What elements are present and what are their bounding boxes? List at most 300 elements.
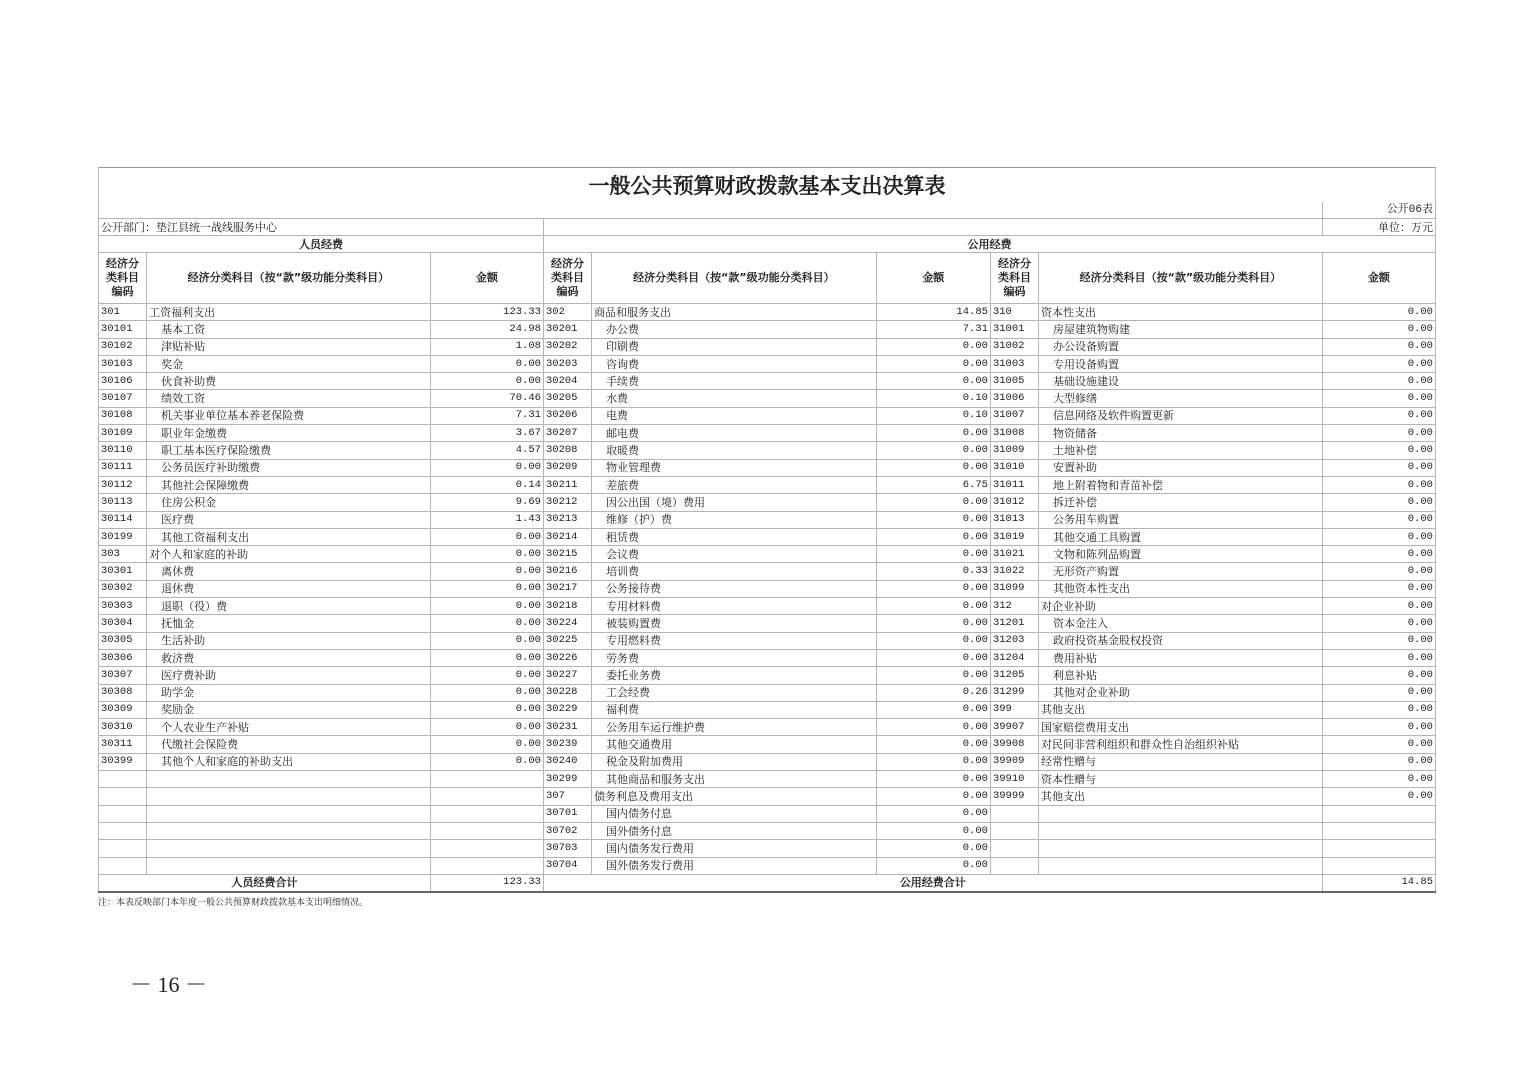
personnel-code: 30310	[99, 719, 147, 736]
public-a-code: 30703	[543, 840, 591, 857]
public-a-code: 30227	[543, 667, 591, 684]
public-a-code: 30299	[543, 771, 591, 788]
public-b-amount: 0.00	[1322, 390, 1435, 407]
public-b-name: 信息网络及软件购置更新	[1039, 407, 1323, 424]
personnel-code: 301	[99, 304, 147, 321]
public-b-amount: 0.00	[1322, 788, 1435, 805]
public-a-name: 印刷费	[592, 338, 877, 355]
personnel-code: 30302	[99, 580, 147, 597]
public-b-amount: 0.00	[1322, 355, 1435, 372]
personnel-amount: 3.67	[430, 425, 543, 442]
personnel-code: 30102	[99, 338, 147, 355]
personnel-amount: 7.31	[430, 407, 543, 424]
public-b-code: 312	[990, 598, 1038, 615]
public-a-amount: 0.00	[876, 355, 990, 372]
empty-cell	[147, 822, 431, 839]
public-a-amount: 0.00	[876, 805, 990, 822]
page-number: － 16 －	[130, 972, 208, 997]
public-b-amount: 0.00	[1322, 667, 1435, 684]
personnel-amount: 0.00	[430, 563, 543, 580]
public-a-amount: 0.33	[876, 563, 990, 580]
public-b-code: 39907	[990, 719, 1038, 736]
public-a-code: 30205	[543, 390, 591, 407]
public-a-name: 税金及附加费用	[592, 753, 877, 770]
personnel-name: 工资福利支出	[147, 304, 431, 321]
public-b-code: 31022	[990, 563, 1038, 580]
public-b-amount: 0.00	[1322, 563, 1435, 580]
public-b-amount: 0.00	[1322, 649, 1435, 666]
public-a-name: 福利费	[592, 701, 877, 718]
table-row	[99, 390, 1436, 407]
col-header-amount: 金额	[1322, 253, 1435, 304]
personnel-amount: 0.00	[430, 615, 543, 632]
public-b-amount: 0.00	[1322, 338, 1435, 355]
personnel-amount: 0.00	[430, 632, 543, 649]
table-row	[99, 321, 1436, 338]
expenditure-table	[98, 202, 1436, 893]
public-b-name: 对企业补助	[1039, 598, 1323, 615]
public-b-code: 31005	[990, 373, 1038, 390]
personnel-code: 30108	[99, 407, 147, 424]
empty-cell	[1322, 857, 1435, 874]
public-a-amount: 0.00	[876, 649, 990, 666]
public-a-code: 30226	[543, 649, 591, 666]
public-b-code: 31013	[990, 511, 1038, 528]
personnel-code: 30305	[99, 632, 147, 649]
public-a-code: 30701	[543, 805, 591, 822]
public-b-code: 31007	[990, 407, 1038, 424]
public-b-amount: 0.00	[1322, 753, 1435, 770]
table-row	[99, 857, 1436, 874]
personnel-name: 对个人和家庭的补助	[147, 546, 431, 563]
personnel-code: 30103	[99, 355, 147, 372]
public-b-name: 对民间非营利组织和群众性自治组织补贴	[1039, 736, 1323, 753]
public-a-name: 手续费	[592, 373, 877, 390]
public-a-code: 30228	[543, 684, 591, 701]
empty-cell	[99, 788, 147, 805]
empty-cell	[1039, 805, 1323, 822]
empty-cell	[1322, 805, 1435, 822]
empty-cell	[147, 857, 431, 874]
public-total-amount: 14.85	[1322, 874, 1435, 892]
table-row	[99, 494, 1436, 511]
table-row	[99, 425, 1436, 442]
personnel-code: 30309	[99, 701, 147, 718]
personnel-amount: 0.00	[430, 719, 543, 736]
public-a-code: 30239	[543, 736, 591, 753]
public-b-name: 基础设施建设	[1039, 373, 1323, 390]
personnel-amount: 24.98	[430, 321, 543, 338]
public-b-amount: 0.00	[1322, 459, 1435, 476]
public-a-amount: 0.00	[876, 494, 990, 511]
personnel-name: 住房公积金	[147, 494, 431, 511]
public-a-amount: 0.00	[876, 857, 990, 874]
unit-label: 单位：万元	[1322, 219, 1435, 236]
public-b-name: 土地补偿	[1039, 442, 1323, 459]
public-b-code: 31001	[990, 321, 1038, 338]
personnel-amount: 0.00	[430, 580, 543, 597]
public-a-name: 物业管理费	[592, 459, 877, 476]
table-row	[99, 667, 1436, 684]
public-b-name: 其他交通工具购置	[1039, 528, 1323, 545]
public-b-name: 政府投资基金股权投资	[1039, 632, 1323, 649]
public-a-amount: 0.00	[876, 771, 990, 788]
public-b-code: 31006	[990, 390, 1038, 407]
public-a-amount: 0.00	[876, 511, 990, 528]
personnel-name: 离休费	[147, 563, 431, 580]
table-row	[99, 355, 1436, 372]
personnel-amount: 0.00	[430, 667, 543, 684]
table-note: 注：本表反映部门本年度一般公共预算财政拨款基本支出明细情况。	[98, 898, 369, 909]
table-row	[99, 771, 1436, 788]
table-row	[99, 546, 1436, 563]
public-a-name: 租赁费	[592, 528, 877, 545]
personnel-name: 个人农业生产补贴	[147, 719, 431, 736]
personnel-amount: 0.00	[430, 736, 543, 753]
public-b-name: 文物和陈列品购置	[1039, 546, 1323, 563]
public-b-code: 31201	[990, 615, 1038, 632]
personnel-name: 其他工资福利支出	[147, 528, 431, 545]
personnel-amount: 0.00	[430, 528, 543, 545]
table-row	[99, 719, 1436, 736]
personnel-code: 30304	[99, 615, 147, 632]
col-header-amount: 金额	[876, 253, 990, 304]
table-row	[99, 528, 1436, 545]
personnel-name: 退职（役）费	[147, 598, 431, 615]
public-a-amount: 7.31	[876, 321, 990, 338]
personnel-name: 伙食补助费	[147, 373, 431, 390]
personnel-name: 其他社会保障缴费	[147, 476, 431, 493]
public-a-name: 专用燃料费	[592, 632, 877, 649]
public-a-name: 咨询费	[592, 355, 877, 372]
public-a-code: 30229	[543, 701, 591, 718]
public-a-name: 国外债务付息	[592, 822, 877, 839]
col-header-amount: 金额	[430, 253, 543, 304]
public-b-amount: 0.00	[1322, 407, 1435, 424]
table-row	[99, 373, 1436, 390]
public-a-amount: 0.00	[876, 753, 990, 770]
public-b-code: 31205	[990, 667, 1038, 684]
personnel-name: 医疗费补助	[147, 667, 431, 684]
personnel-total-amount: 123.33	[430, 874, 543, 892]
personnel-code: 30308	[99, 684, 147, 701]
public-b-amount: 0.00	[1322, 321, 1435, 338]
personnel-name: 奖金	[147, 355, 431, 372]
personnel-amount: 0.00	[430, 373, 543, 390]
table-row	[99, 753, 1436, 770]
table-row	[99, 338, 1436, 355]
table-row	[99, 701, 1436, 718]
personnel-amount: 4.57	[430, 442, 543, 459]
public-b-name: 地上附着物和青苗补偿	[1039, 476, 1323, 493]
public-a-amount: 0.00	[876, 736, 990, 753]
public-b-code: 31204	[990, 649, 1038, 666]
personnel-name: 代缴社会保险费	[147, 736, 431, 753]
personnel-name: 职工基本医疗保险缴费	[147, 442, 431, 459]
personnel-name: 职业年金缴费	[147, 425, 431, 442]
public-b-code: 39910	[990, 771, 1038, 788]
public-b-amount: 0.00	[1322, 632, 1435, 649]
public-a-name: 电费	[592, 407, 877, 424]
public-a-amount: 0.00	[876, 546, 990, 563]
public-b-name: 安置补助	[1039, 459, 1323, 476]
empty-cell	[1322, 822, 1435, 839]
public-a-code: 30231	[543, 719, 591, 736]
empty-cell	[430, 822, 543, 839]
public-b-code: 39909	[990, 753, 1038, 770]
personnel-name: 退休费	[147, 580, 431, 597]
public-b-name: 资本性支出	[1039, 304, 1323, 321]
public-b-name: 其他支出	[1039, 788, 1323, 805]
public-a-amount: 6.75	[876, 476, 990, 493]
personnel-section-header: 人员经费	[99, 236, 544, 253]
public-a-amount: 0.00	[876, 822, 990, 839]
public-a-code: 30209	[543, 459, 591, 476]
table-row	[99, 736, 1436, 753]
empty-cell	[147, 771, 431, 788]
public-b-name: 办公设备购置	[1039, 338, 1323, 355]
public-a-name: 被装购置费	[592, 615, 877, 632]
public-b-code: 31008	[990, 425, 1038, 442]
public-a-amount: 0.00	[876, 425, 990, 442]
public-b-amount: 0.00	[1322, 736, 1435, 753]
public-a-amount: 0.00	[876, 615, 990, 632]
personnel-name: 抚恤金	[147, 615, 431, 632]
personnel-code: 30101	[99, 321, 147, 338]
empty-cell	[1039, 822, 1323, 839]
public-a-code: 30202	[543, 338, 591, 355]
table-row	[99, 615, 1436, 632]
public-a-name: 公务用车运行维护费	[592, 719, 877, 736]
public-a-amount: 0.26	[876, 684, 990, 701]
public-b-name: 专用设备购置	[1039, 355, 1323, 372]
public-a-code: 302	[543, 304, 591, 321]
personnel-name: 救济费	[147, 649, 431, 666]
empty-cell	[430, 805, 543, 822]
public-b-name: 利息补贴	[1039, 667, 1323, 684]
public-b-amount: 0.00	[1322, 598, 1435, 615]
table-row	[99, 580, 1436, 597]
public-a-code: 30218	[543, 598, 591, 615]
public-a-name: 办公费	[592, 321, 877, 338]
personnel-amount: 70.46	[430, 390, 543, 407]
empty-cell	[990, 857, 1038, 874]
public-b-code: 31009	[990, 442, 1038, 459]
public-a-amount: 0.00	[876, 442, 990, 459]
personnel-code: 303	[99, 546, 147, 563]
public-b-code: 31299	[990, 684, 1038, 701]
public-a-name: 维修（护）费	[592, 511, 877, 528]
public-a-code: 30224	[543, 615, 591, 632]
public-section-header: 公用经费	[543, 236, 1435, 253]
personnel-name: 奖励金	[147, 701, 431, 718]
public-b-name: 房屋建筑物购建	[1039, 321, 1323, 338]
empty-cell	[430, 788, 543, 805]
public-b-code: 310	[990, 304, 1038, 321]
public-b-code: 39908	[990, 736, 1038, 753]
public-b-code: 31012	[990, 494, 1038, 511]
public-a-name: 其他交通费用	[592, 736, 877, 753]
public-b-name: 其他资本性支出	[1039, 580, 1323, 597]
public-a-name: 国内债务发行费用	[592, 840, 877, 857]
public-a-amount: 14.85	[876, 304, 990, 321]
public-b-code: 31003	[990, 355, 1038, 372]
table-row	[99, 805, 1436, 822]
personnel-code: 30306	[99, 649, 147, 666]
public-a-name: 商品和服务支出	[592, 304, 877, 321]
public-b-name: 无形资产购置	[1039, 563, 1323, 580]
public-a-amount: 0.00	[876, 338, 990, 355]
personnel-amount: 0.00	[430, 753, 543, 770]
public-a-name: 水费	[592, 390, 877, 407]
table-row	[99, 442, 1436, 459]
public-a-amount: 0.00	[876, 632, 990, 649]
personnel-code: 30110	[99, 442, 147, 459]
public-a-name: 其他商品和服务支出	[592, 771, 877, 788]
empty-cell	[99, 805, 147, 822]
table-row	[99, 598, 1436, 615]
public-a-name: 培训费	[592, 563, 877, 580]
empty-cell	[430, 857, 543, 874]
public-b-amount: 0.00	[1322, 771, 1435, 788]
table-row	[99, 632, 1436, 649]
personnel-total-label: 人员经费合计	[99, 874, 431, 892]
table-row	[99, 476, 1436, 493]
personnel-amount: 1.08	[430, 338, 543, 355]
personnel-code: 30111	[99, 459, 147, 476]
table-row	[99, 788, 1436, 805]
public-b-amount: 0.00	[1322, 476, 1435, 493]
personnel-name: 津贴补贴	[147, 338, 431, 355]
public-a-code: 30216	[543, 563, 591, 580]
public-b-code: 31021	[990, 546, 1038, 563]
empty-cell	[430, 840, 543, 857]
public-b-name: 大型修缮	[1039, 390, 1323, 407]
public-a-name: 国外债务发行费用	[592, 857, 877, 874]
public-a-code: 30702	[543, 822, 591, 839]
table-number: 公开06表	[1322, 202, 1435, 219]
public-b-amount: 0.00	[1322, 304, 1435, 321]
personnel-code: 30199	[99, 528, 147, 545]
public-b-amount: 0.00	[1322, 615, 1435, 632]
col-header-code: 经济分类科目编码	[99, 253, 147, 304]
public-a-amount: 0.00	[876, 840, 990, 857]
public-a-amount: 0.00	[876, 719, 990, 736]
empty-cell	[99, 857, 147, 874]
empty-cell	[990, 822, 1038, 839]
public-b-name: 经常性赠与	[1039, 753, 1323, 770]
public-b-code: 31011	[990, 476, 1038, 493]
public-a-code: 30225	[543, 632, 591, 649]
personnel-code: 30112	[99, 476, 147, 493]
public-a-code: 30704	[543, 857, 591, 874]
personnel-name: 医疗费	[147, 511, 431, 528]
personnel-code: 30307	[99, 667, 147, 684]
public-a-amount: 0.00	[876, 598, 990, 615]
public-b-name: 国家赔偿费用支出	[1039, 719, 1323, 736]
personnel-name: 绩效工资	[147, 390, 431, 407]
public-b-amount: 0.00	[1322, 580, 1435, 597]
public-a-code: 30217	[543, 580, 591, 597]
public-b-code: 31203	[990, 632, 1038, 649]
col-header-name: 经济分类科目（按“款”级功能分类科目）	[1039, 253, 1323, 304]
personnel-amount: 0.00	[430, 649, 543, 666]
public-b-amount: 0.00	[1322, 373, 1435, 390]
empty-cell	[147, 788, 431, 805]
public-a-name: 专用材料费	[592, 598, 877, 615]
public-a-code: 30215	[543, 546, 591, 563]
public-b-amount: 0.00	[1322, 511, 1435, 528]
public-b-name: 资本性赠与	[1039, 771, 1323, 788]
public-b-amount: 0.00	[1322, 442, 1435, 459]
personnel-name: 基本工资	[147, 321, 431, 338]
public-a-amount: 0.00	[876, 580, 990, 597]
table-row	[99, 511, 1436, 528]
table-row	[99, 684, 1436, 701]
public-a-code: 30201	[543, 321, 591, 338]
table-row	[99, 822, 1436, 839]
department-label: 公开部门：垫江县统一战线服务中心	[99, 219, 544, 236]
public-a-amount: 0.00	[876, 373, 990, 390]
personnel-amount: 0.00	[430, 459, 543, 476]
public-a-name: 公务接待费	[592, 580, 877, 597]
empty-cell	[147, 840, 431, 857]
public-b-name: 其他对企业补助	[1039, 684, 1323, 701]
public-b-code: 31002	[990, 338, 1038, 355]
personnel-code: 30114	[99, 511, 147, 528]
personnel-amount: 0.00	[430, 355, 543, 372]
public-a-code: 30212	[543, 494, 591, 511]
public-b-amount: 0.00	[1322, 546, 1435, 563]
public-b-code: 399	[990, 701, 1038, 718]
public-b-name: 物资储备	[1039, 425, 1323, 442]
public-a-name: 差旅费	[592, 476, 877, 493]
public-a-name: 取暖费	[592, 442, 877, 459]
personnel-amount: 9.69	[430, 494, 543, 511]
public-a-name: 工会经费	[592, 684, 877, 701]
personnel-amount: 0.00	[430, 546, 543, 563]
personnel-code: 30303	[99, 598, 147, 615]
empty-cell	[430, 771, 543, 788]
personnel-code: 30107	[99, 390, 147, 407]
public-a-code: 30214	[543, 528, 591, 545]
public-a-code: 30207	[543, 425, 591, 442]
public-b-amount: 0.00	[1322, 719, 1435, 736]
public-b-name: 其他支出	[1039, 701, 1323, 718]
public-a-code: 30208	[543, 442, 591, 459]
personnel-name: 助学金	[147, 684, 431, 701]
empty-cell	[1322, 840, 1435, 857]
col-header-name: 经济分类科目（按“款”级功能分类科目）	[592, 253, 877, 304]
public-a-code: 30204	[543, 373, 591, 390]
table-row	[99, 840, 1436, 857]
personnel-code: 30106	[99, 373, 147, 390]
public-a-name: 会议费	[592, 546, 877, 563]
public-a-name: 因公出国（境）费用	[592, 494, 877, 511]
empty-cell	[99, 822, 147, 839]
public-b-code: 31010	[990, 459, 1038, 476]
personnel-amount: 0.00	[430, 598, 543, 615]
personnel-code: 30399	[99, 753, 147, 770]
empty-cell	[147, 805, 431, 822]
public-a-code: 30240	[543, 753, 591, 770]
public-a-amount: 0.00	[876, 788, 990, 805]
public-b-amount: 0.00	[1322, 494, 1435, 511]
public-a-code: 307	[543, 788, 591, 805]
empty-cell	[1039, 857, 1323, 874]
personnel-name: 公务员医疗补助缴费	[147, 459, 431, 476]
personnel-name: 生活补助	[147, 632, 431, 649]
